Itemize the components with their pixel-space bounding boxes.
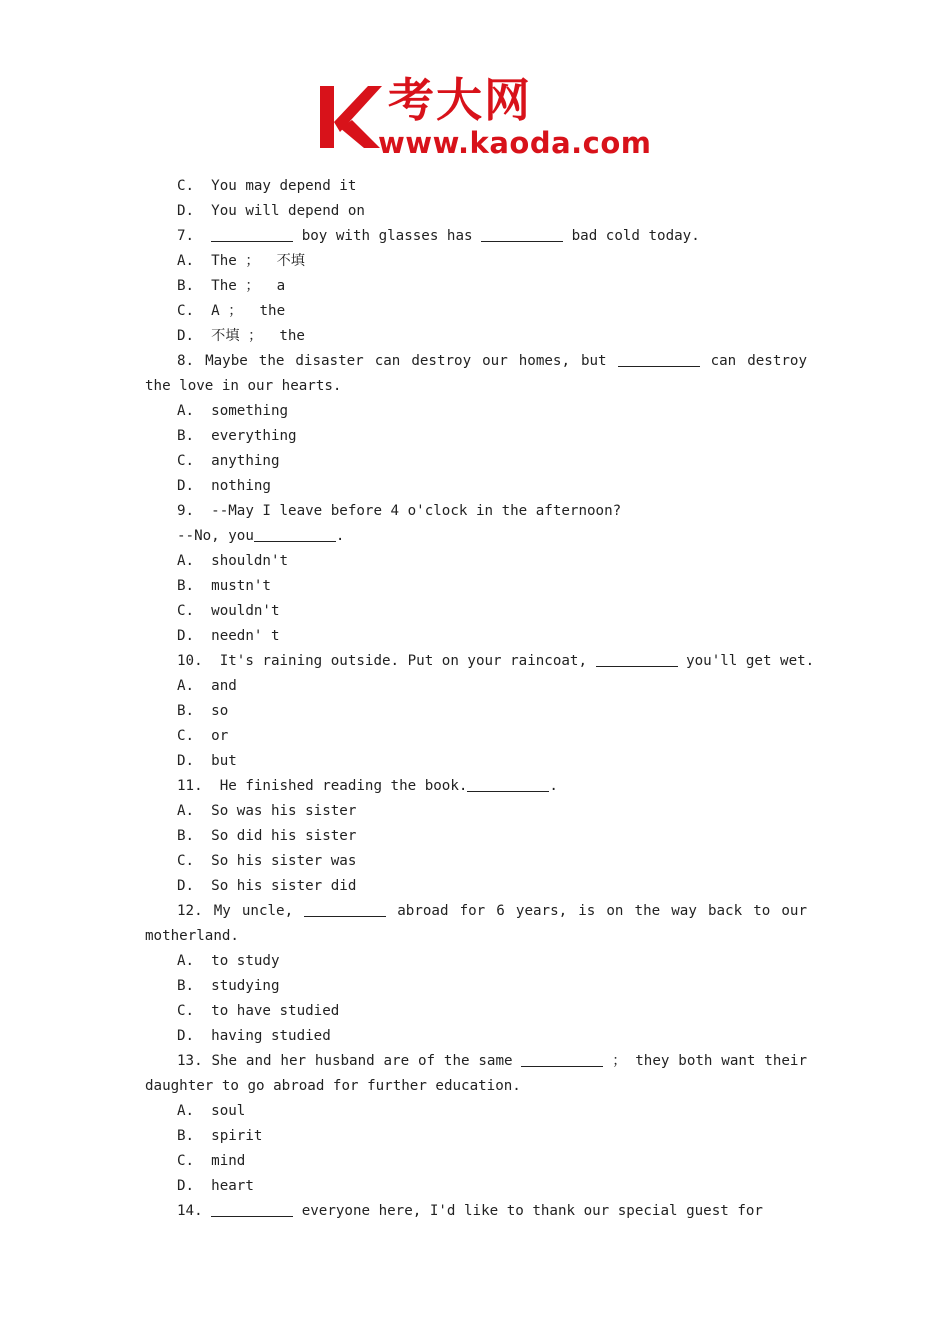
question-text: --No, you: [177, 528, 254, 544]
question-text: 9. --May I leave before 4 o'clock in the afternoon?: [177, 503, 622, 519]
question-text: 10. It's raining outside. Put on your raincoat,: [177, 653, 596, 669]
answer-option: D. nothing: [177, 478, 271, 494]
answer-option: A. soul: [177, 1103, 246, 1119]
answer-option: D. So his sister did: [177, 878, 357, 894]
question-line: [145, 1049, 807, 1099]
answer-option: A. So was his sister: [177, 803, 357, 819]
question-line: [145, 499, 807, 524]
answer-option: A. to study: [177, 953, 280, 969]
question-line: [145, 1199, 807, 1224]
exam-content: [145, 174, 815, 1224]
question-text: 12. My uncle,: [177, 903, 305, 919]
question-text: ； they both want their daughter to go abroad for further education.: [145, 1053, 808, 1094]
answer-option: C. A ； the: [177, 303, 286, 319]
answer-option: C. anything: [177, 453, 280, 469]
answer-option: D. You will depend on: [177, 203, 365, 219]
k-logo-icon: [318, 82, 382, 152]
question-line: [145, 224, 807, 249]
answer-blank: [618, 352, 700, 367]
question-text: 11. He finished reading the book.: [177, 778, 468, 794]
logo-chinese-text: 考大网: [388, 73, 532, 127]
answer-option: D. having studied: [177, 1028, 331, 1044]
question-text: you'll get wet.: [677, 653, 815, 669]
answer-blank: [481, 227, 563, 242]
answer-option: B. studying: [177, 978, 280, 994]
answer-option: D. heart: [177, 1178, 254, 1194]
answer-option: B. spirit: [177, 1128, 263, 1144]
answer-blank: [211, 227, 293, 242]
answer-option: B. everything: [177, 428, 297, 444]
answer-option: B. mustn't: [177, 578, 271, 594]
question-text: 13. She and her husband are of the same: [177, 1053, 522, 1069]
answer-blank: [521, 1052, 603, 1067]
question-text: boy with glasses has: [293, 228, 482, 244]
answer-option: B. The ； a: [177, 278, 286, 294]
question-line: [145, 774, 807, 799]
answer-option: D. 不填 ； the: [177, 328, 305, 344]
answer-blank: [254, 527, 336, 542]
answer-option: C. or: [177, 728, 229, 744]
question-text: can destroy the love in our hearts.: [145, 353, 807, 394]
answer-option: D. needn' t: [177, 628, 280, 644]
answer-option: C. to have studied: [177, 1003, 340, 1019]
logo-url-text: www.kaoda.com: [378, 126, 652, 160]
kaoda-logo: [318, 73, 652, 164]
question-text: everyone here, I'd like to thank our special guest for: [293, 1203, 763, 1219]
question-text: 7.: [177, 228, 212, 244]
question-text: .: [335, 528, 345, 544]
answer-option: C. You may depend it: [177, 178, 357, 194]
question-text: bad cold today.: [563, 228, 700, 244]
answer-option: C. mind: [177, 1153, 246, 1169]
question-text: 14.: [177, 1203, 212, 1219]
answer-option: D. but: [177, 753, 237, 769]
answer-blank: [304, 902, 386, 917]
answer-option: B. so: [177, 703, 229, 719]
question-line: [145, 349, 807, 399]
answer-option: C. So his sister was: [177, 853, 357, 869]
answer-blank: [211, 1202, 293, 1217]
question-text: 8. Maybe the disaster can destroy our homes, but: [177, 353, 618, 369]
question-line: [145, 649, 815, 674]
question-line: [145, 524, 807, 549]
answer-blank: [467, 777, 549, 792]
answer-option: C. wouldn't: [177, 603, 280, 619]
answer-blank: [596, 652, 678, 667]
question-line: [145, 899, 807, 949]
answer-option: A. shouldn't: [177, 553, 289, 569]
question-text: abroad for 6 years, is on the way back to our motherland.: [145, 903, 807, 944]
answer-option: A. The ； 不填: [177, 253, 305, 269]
question-text: .: [549, 778, 558, 794]
answer-option: A. and: [177, 678, 237, 694]
answer-option: A. something: [177, 403, 289, 419]
answer-option: B. So did his sister: [177, 828, 357, 844]
